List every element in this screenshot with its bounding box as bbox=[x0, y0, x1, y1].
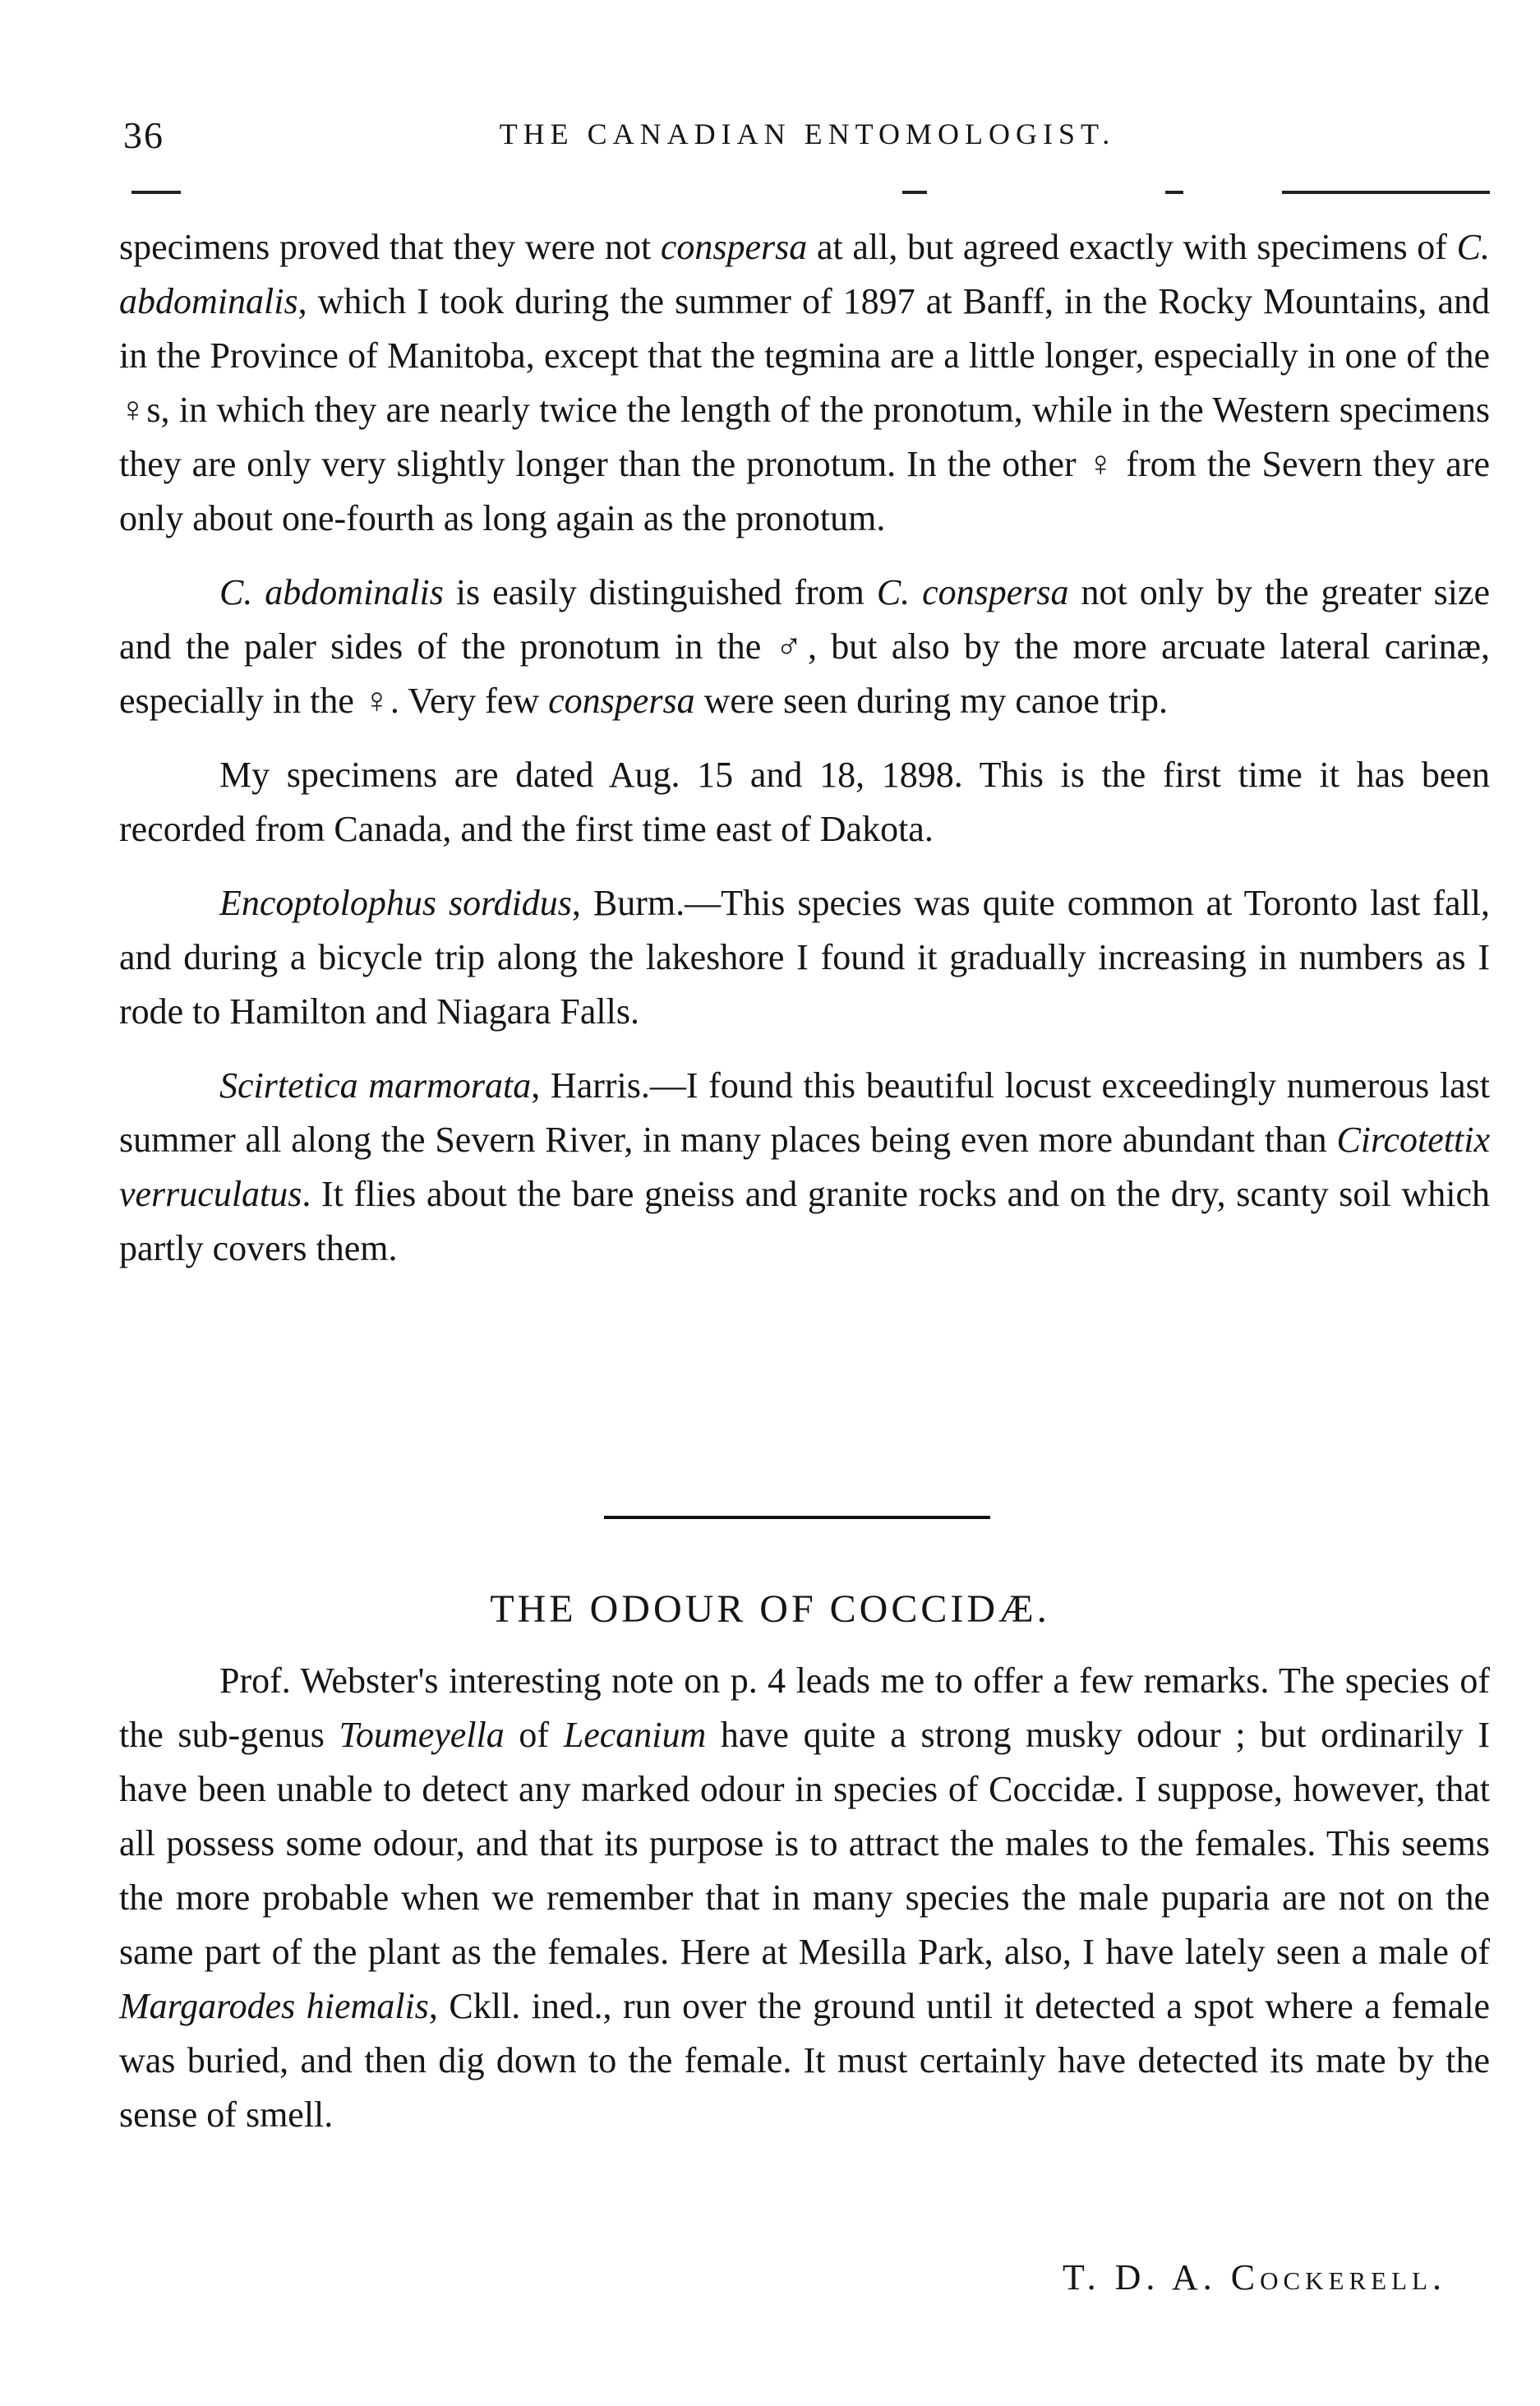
text-run: , Harris.—I found this beautiful locust exceedingly numerous last summer all along the Severn River, in many places being even more abundant than bbox=[119, 1065, 1490, 1160]
header-rule-segment bbox=[1165, 191, 1183, 194]
italic-taxon-text: conspersa bbox=[548, 681, 695, 721]
text-run: specimens proved that they were not bbox=[119, 227, 661, 267]
italic-taxon-text: Toumeyella bbox=[339, 1715, 505, 1755]
section-title: THE ODOUR OF COCCIDÆ. bbox=[490, 1587, 1050, 1631]
italic-taxon-text: C. conspersa bbox=[876, 572, 1069, 612]
text-run: , Ckll. ined., run over the ground until it detected a spot where a female was buried, and then dig down to the female. It must certainly have detected its mate by the sense of smell. bbox=[119, 1986, 1490, 2135]
running-head bbox=[123, 113, 1492, 166]
section-divider-rule bbox=[604, 1516, 990, 1519]
paragraph bbox=[119, 876, 1490, 1039]
paragraph bbox=[119, 1654, 1490, 2142]
text-run: , which I took during the summer of 1897 at Banff, in the Rocky Mountains, and in the Province of Manitoba, except that the tegmina are a little longer, especially in one of the ♀s, in which they are nearly twice the length of the pronotum, while in the Western specimens they are only very slightly longer than the pronotum. In the other ♀ from the Severn they are only about one-fourth as long again as the pronotum. bbox=[119, 281, 1490, 538]
header-rule-segment bbox=[902, 191, 927, 194]
italic-taxon-text: Margarodes hiemalis bbox=[119, 1986, 429, 2026]
italic-taxon-text: Encoptolophus sordidus bbox=[219, 883, 572, 923]
italic-taxon-text: Scirtetica marmorata bbox=[219, 1065, 532, 1106]
text-run: . It flies about the bare gneiss and granite rocks and on the dry, scanty soil which partly covers them. bbox=[119, 1174, 1490, 1268]
text-run: have quite a strong musky odour ; but ordinarily I have been unable to detect any marked odour in species of Coccidæ. I suppose, however, that all possess some odour, and that its purpose is to attract the males to the females. This seems the more probable when we remember that in many species the male puparia are not on the same part of the plant as the females. Here at Mesilla Park, also, I have lately seen a male of bbox=[119, 1715, 1490, 1972]
italic-taxon-text: C. abdominalis bbox=[219, 572, 444, 612]
text-run: Prof. Webster's interesting note on p. 4 leads me to offer a few remarks. The species of the sub-genus bbox=[119, 1660, 1490, 1755]
page-number: 36 bbox=[123, 114, 164, 156]
italic-taxon-text: Lecanium bbox=[563, 1715, 707, 1755]
text-run: is easily distinguished from bbox=[443, 572, 877, 612]
italic-taxon-text: conspersa bbox=[660, 227, 808, 267]
italic-taxon-text: C. abdominalis bbox=[119, 227, 1490, 321]
paragraph bbox=[119, 748, 1490, 857]
italic-taxon-text: Circotettix verruculatus bbox=[119, 1120, 1490, 1214]
paragraph bbox=[119, 566, 1490, 728]
paragraph bbox=[119, 220, 1490, 546]
author-signature: T. D. A. Cockerell. bbox=[1063, 2257, 1446, 2297]
header-rule-segment bbox=[1282, 191, 1490, 194]
journal-title: THE CANADIAN ENTOMOLOGIST. bbox=[499, 118, 1116, 150]
header-rule-segment bbox=[131, 191, 181, 194]
text-run: at all, but agreed exactly with specimens of bbox=[807, 227, 1457, 267]
text-run: of bbox=[504, 1715, 564, 1755]
paragraph bbox=[119, 1059, 1490, 1276]
text-run: , Burm.—This species was quite common at Toronto last fall, and during a bicycle trip along the lakeshore I found it gradually increasing in numbers as I rode to Hamilton and Niagara Falls. bbox=[119, 883, 1490, 1032]
article-continuation bbox=[119, 220, 1490, 1295]
text-run: were seen during my canoe trip. bbox=[694, 681, 1169, 721]
text-run: not only by the greater size and the paler sides of the pronotum in the ♂, but also by the more arcuate lateral carinæ, especially in the ♀. Very few bbox=[119, 572, 1491, 721]
article-body bbox=[119, 1654, 1490, 2162]
text-run: My specimens are dated Aug. 15 and 18, 1898. This is the first time it has been recorded from Canada, and the first time east of Dakota. bbox=[119, 755, 1490, 849]
